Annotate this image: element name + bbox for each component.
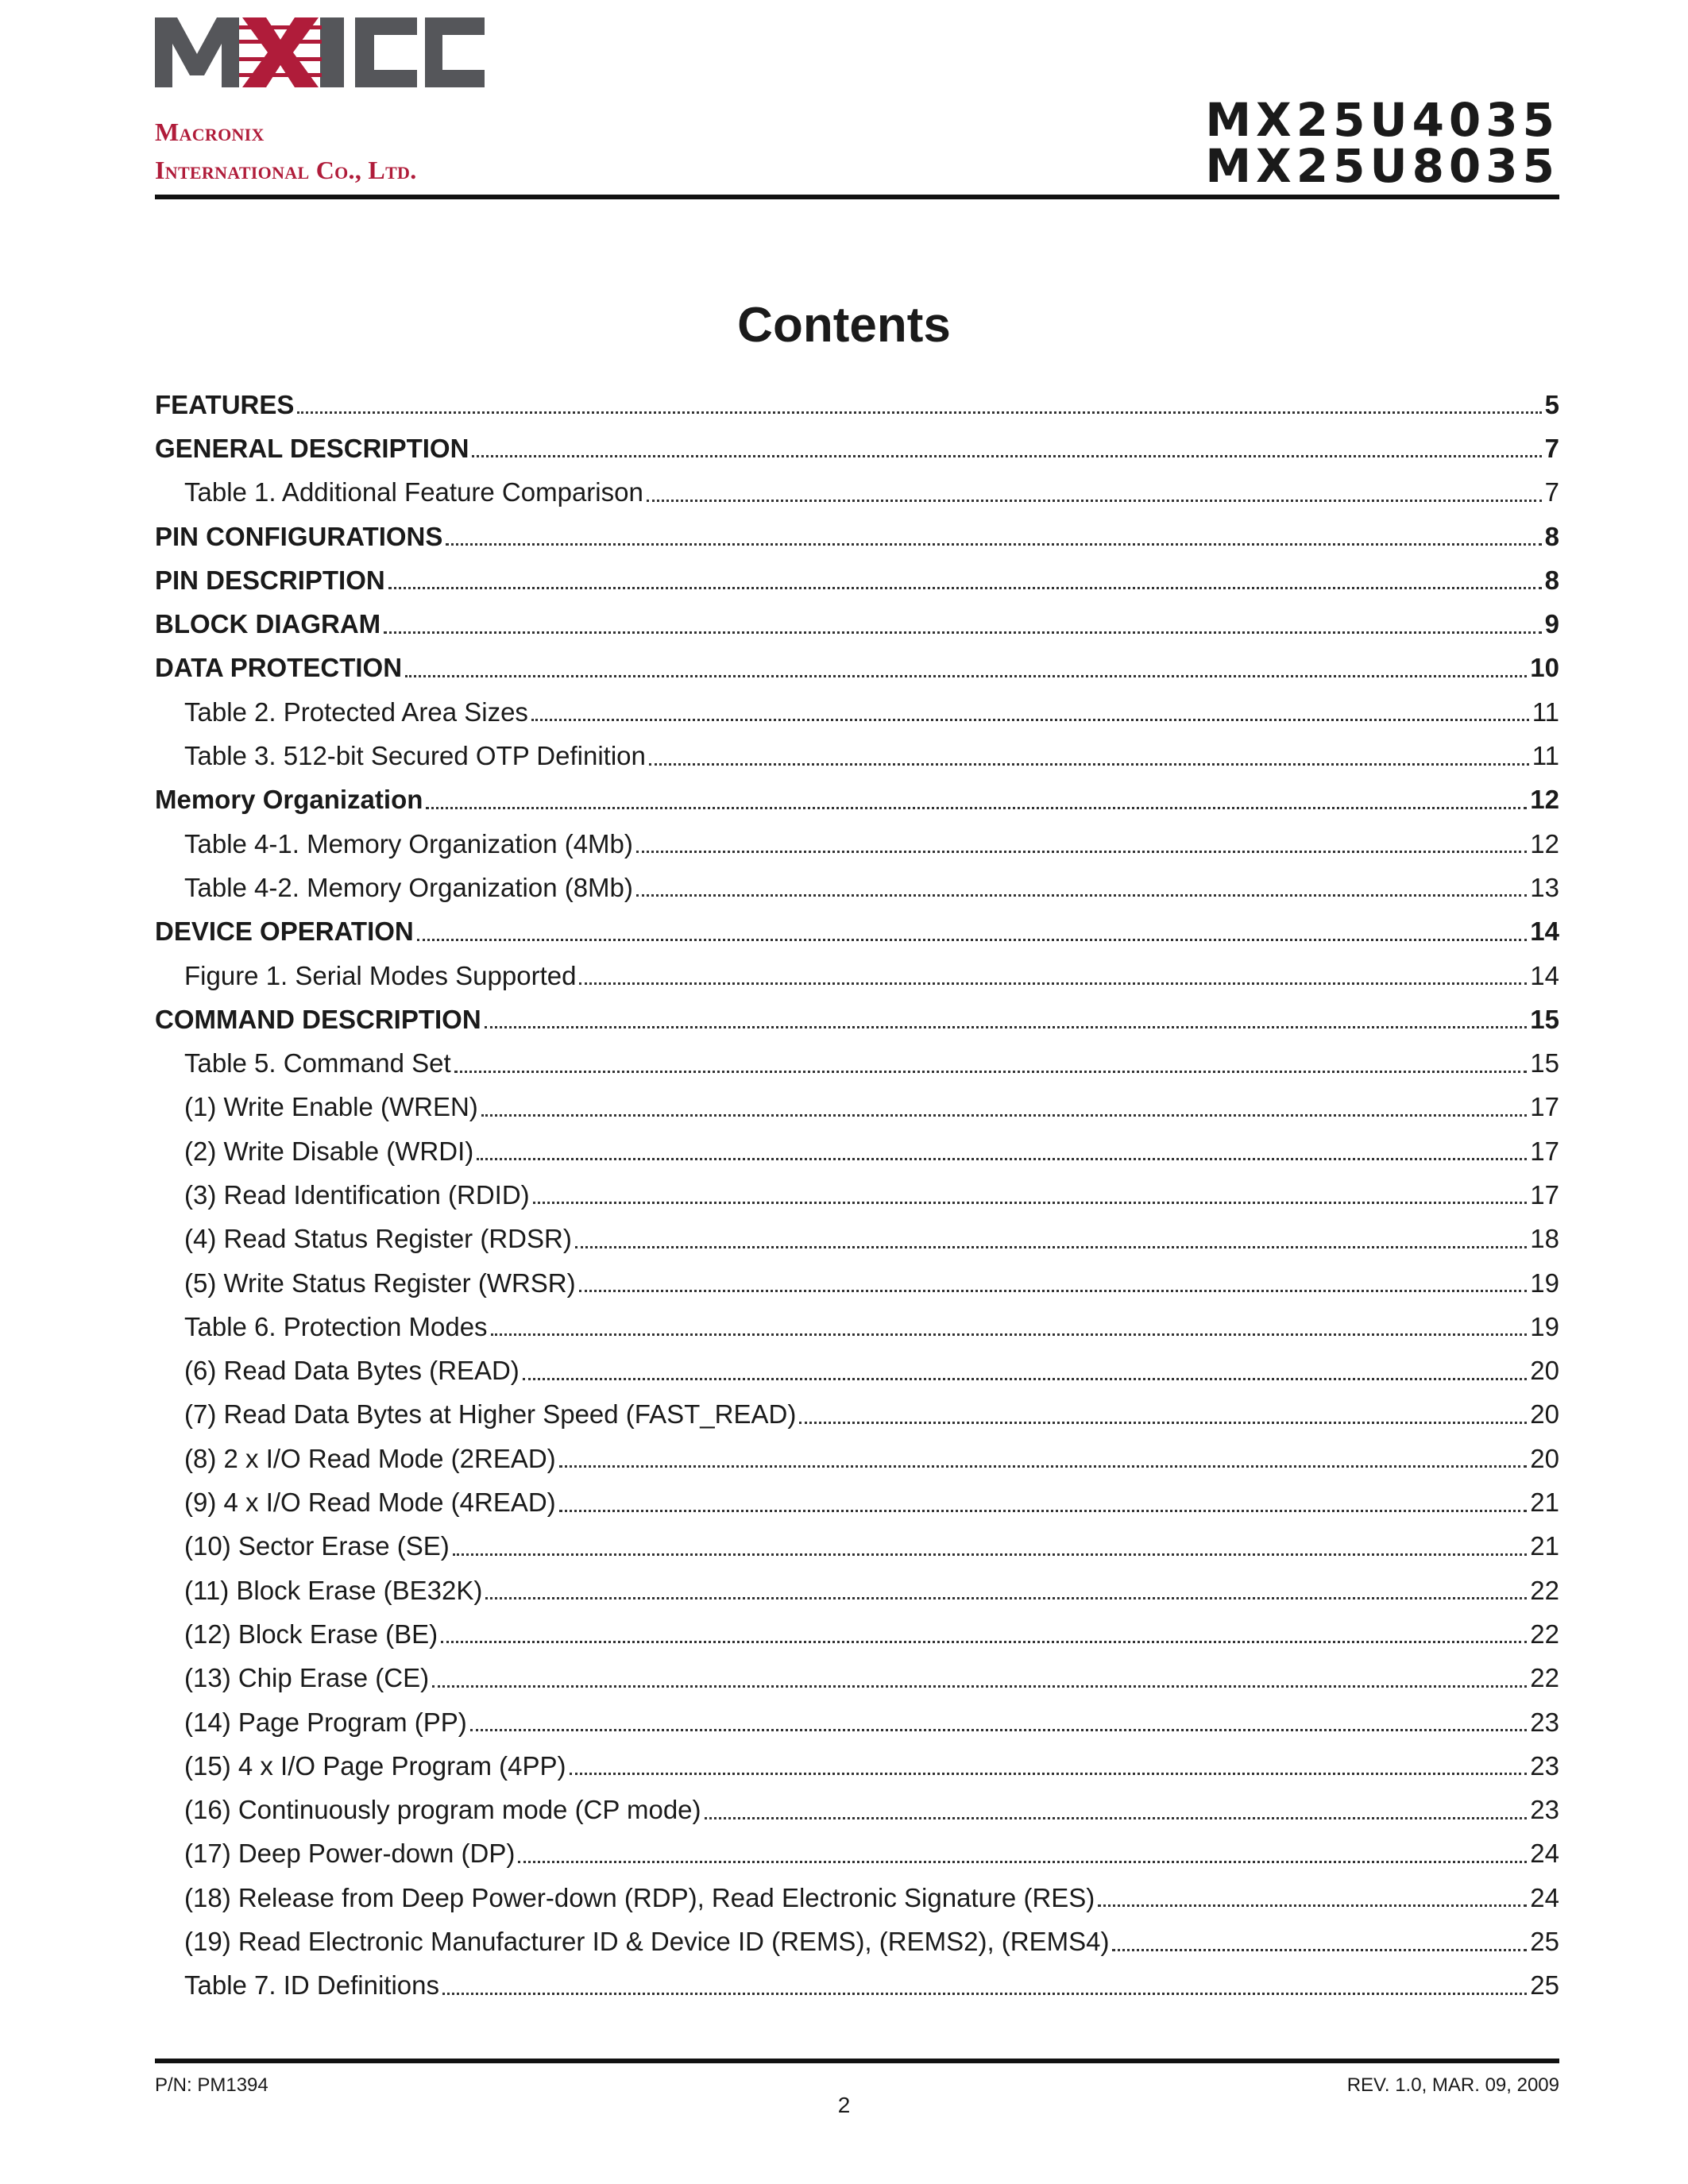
toc-entry-label: (10) Sector Erase (SE) — [184, 1531, 450, 1561]
toc-entry-page: 24 — [1530, 1882, 1559, 1912]
toc-entry-page: 15 — [1530, 1048, 1559, 1078]
toc-entry[interactable] — [155, 778, 1559, 822]
toc-entry-page: 20 — [1530, 1399, 1559, 1430]
toc-entry[interactable] — [155, 1305, 1559, 1349]
toc-dot-leader — [472, 455, 1541, 457]
toc-dot-leader — [575, 1246, 1527, 1248]
toc-dot-leader — [705, 1817, 1528, 1819]
toc-entry[interactable] — [155, 558, 1559, 602]
toc-entry-label: (9) 4 x I/O Read Mode (4READ) — [184, 1488, 556, 1518]
toc-entry-label: (14) Page Program (PP) — [184, 1707, 467, 1737]
toc-dot-leader — [1112, 1949, 1527, 1951]
toc-entry[interactable] — [155, 1437, 1559, 1480]
toc-dot-leader — [518, 1861, 1527, 1863]
toc-entry-page: 5 — [1544, 389, 1559, 419]
toc-dot-leader — [649, 763, 1529, 766]
toc-entry[interactable] — [155, 1700, 1559, 1744]
toc-dot-leader — [441, 1641, 1527, 1643]
toc-entry[interactable] — [155, 383, 1559, 426]
toc-entry-page: 24 — [1530, 1839, 1559, 1869]
toc-dot-leader — [384, 631, 1541, 634]
toc-entry-page: 25 — [1530, 1970, 1559, 2001]
footer-part-number: P/N: PM1394 — [155, 2074, 268, 2096]
toc-entry[interactable] — [155, 1612, 1559, 1656]
toc-entry-label: (7) Read Data Bytes at Higher Speed (FAST_READ) — [184, 1399, 797, 1430]
toc-entry-label: (17) Deep Power-down (DP) — [184, 1839, 516, 1869]
part-number-2: MX25U8035 — [1205, 139, 1559, 193]
toc-entry-page: 20 — [1530, 1356, 1559, 1386]
toc-entry-page: 25 — [1530, 1927, 1559, 1957]
toc-dot-leader — [636, 851, 1527, 853]
toc-entry-label: (18) Release from Deep Power-down (RDP), Read Electronic Signature (RES) — [184, 1882, 1095, 1912]
toc-entry[interactable] — [155, 1261, 1559, 1305]
toc-entry-page: 21 — [1530, 1531, 1559, 1561]
toc-entry-label: Table 4-1. Memory Organization (4Mb) — [184, 828, 633, 859]
toc-entry[interactable] — [155, 1744, 1559, 1788]
logo-text: MXIC — [393, 13, 396, 14]
toc-dot-leader — [559, 1510, 1528, 1512]
toc-entry-page: 11 — [1532, 696, 1559, 727]
toc-dot-leader — [477, 1158, 1527, 1160]
toc-entry[interactable] — [155, 1480, 1559, 1524]
toc-entry[interactable] — [155, 997, 1559, 1041]
toc-entry-page: 19 — [1530, 1311, 1559, 1341]
toc-entry-label: (4) Read Status Register (RDSR) — [184, 1224, 572, 1254]
toc-entry-page: 12 — [1530, 828, 1559, 859]
toc-entry-label: (11) Block Erase (BE32K) — [184, 1575, 483, 1605]
toc-entry-label: Table 2. Protected Area Sizes — [184, 696, 528, 727]
toc-dot-leader — [297, 411, 1541, 414]
toc-dot-leader — [647, 500, 1542, 502]
toc-entry-label: PIN CONFIGURATIONS — [155, 521, 443, 551]
toc-dot-leader — [481, 1114, 1527, 1117]
toc-entry[interactable] — [155, 1569, 1559, 1612]
toc-dot-leader — [485, 1597, 1527, 1599]
toc-entry[interactable] — [155, 822, 1559, 866]
toc-entry-page: 20 — [1530, 1443, 1559, 1473]
toc-entry[interactable] — [155, 1920, 1559, 1963]
toc-entry-label: (3) Read Identification (RDID) — [184, 1179, 530, 1210]
part-number-1: MX25U4035 — [1205, 93, 1559, 147]
toc-dot-leader — [453, 1553, 1528, 1556]
page-title: Contents — [737, 298, 951, 353]
toc-entry[interactable] — [155, 1832, 1559, 1876]
toc-dot-leader — [533, 1202, 1528, 1204]
toc-entry-page: 17 — [1530, 1092, 1559, 1122]
toc-entry[interactable] — [155, 690, 1559, 734]
toc-entry-page: 17 — [1530, 1136, 1559, 1166]
toc-dot-leader — [417, 939, 1528, 941]
company-name-line1: Macronix — [155, 118, 265, 146]
toc-entry-label: Table 5. Command Set — [184, 1048, 451, 1078]
toc-entry[interactable] — [155, 646, 1559, 690]
toc-entry-label: Table 6. Protection Modes — [184, 1311, 488, 1341]
toc-entry[interactable] — [155, 1217, 1559, 1261]
toc-entry-label: (5) Write Status Register (WRSR) — [184, 1268, 576, 1298]
toc-dot-leader — [636, 894, 1527, 897]
toc-entry-label: BLOCK DIAGRAM — [155, 609, 381, 639]
toc-entry-label: (12) Block Erase (BE) — [184, 1619, 438, 1649]
toc-entry-label: (8) 2 x I/O Read Mode (2READ) — [184, 1443, 556, 1473]
toc-entry-page: 23 — [1530, 1750, 1559, 1781]
toc-entry[interactable] — [155, 1173, 1559, 1217]
toc-entry-page: 7 — [1544, 433, 1559, 463]
toc-entry-page: 14 — [1530, 916, 1559, 947]
toc-entry-page: 22 — [1530, 1619, 1559, 1649]
toc-dot-leader — [570, 1773, 1528, 1775]
toc-entry-page: 10 — [1530, 653, 1559, 683]
toc-entry-label: FEATURES — [155, 389, 295, 419]
toc-dot-leader — [432, 1685, 1527, 1688]
toc-entry-page: 18 — [1530, 1224, 1559, 1254]
toc-entry[interactable] — [155, 910, 1559, 954]
toc-entry[interactable] — [155, 1788, 1559, 1832]
toc-entry[interactable] — [155, 515, 1559, 558]
toc-entry[interactable] — [155, 471, 1559, 515]
toc-entry[interactable] — [155, 866, 1559, 909]
toc-dot-leader — [446, 543, 1541, 546]
toc-dot-leader — [485, 1026, 1528, 1028]
toc-entry-page: 7 — [1544, 477, 1559, 507]
toc-entry-label: (2) Write Disable (WRDI) — [184, 1136, 474, 1166]
toc-entry[interactable] — [155, 1129, 1559, 1173]
toc-dot-leader — [559, 1465, 1528, 1468]
toc-entry-label: Table 1. Additional Feature Comparison — [184, 477, 643, 507]
toc-entry-label: GENERAL DESCRIPTION — [155, 433, 469, 463]
footer-revision: REV. 1.0, MAR. 09, 2009 — [1346, 2074, 1559, 2096]
part-numbers — [1205, 93, 1559, 193]
toc-entry-label: (1) Write Enable (WREN) — [184, 1092, 478, 1122]
table-of-contents — [155, 383, 1559, 2008]
toc-dot-leader — [442, 1993, 1527, 1995]
toc-dot-leader — [454, 1071, 1528, 1073]
toc-dot-leader — [405, 675, 1527, 677]
toc-entry-label: (15) 4 x I/O Page Program (4PP) — [184, 1750, 566, 1781]
toc-entry-page: 17 — [1530, 1179, 1559, 1210]
toc-entry-label: Table 4-2. Memory Organization (8Mb) — [184, 872, 633, 902]
toc-entry-page: 8 — [1544, 565, 1559, 595]
toc-entry-page: 11 — [1532, 741, 1559, 771]
toc-entry-page: 19 — [1530, 1268, 1559, 1298]
toc-dot-leader — [388, 587, 1542, 589]
toc-entry-label: PIN DESCRIPTION — [155, 565, 385, 595]
company-name-line2: International Co., Ltd. — [155, 156, 417, 184]
toc-entry-label: DATA PROTECTION — [155, 653, 403, 683]
toc-entry-page: 13 — [1530, 872, 1559, 902]
toc-dot-leader — [579, 982, 1527, 985]
toc-entry-page: 22 — [1530, 1575, 1559, 1605]
toc-entry-label: Table 7. ID Definitions — [184, 1970, 439, 2001]
toc-dot-leader — [531, 719, 1529, 721]
toc-entry-page: 14 — [1530, 960, 1559, 990]
header-rule — [155, 195, 1559, 199]
toc-entry-page: 23 — [1530, 1707, 1559, 1737]
toc-entry[interactable] — [155, 954, 1559, 997]
toc-dot-leader — [426, 807, 1527, 809]
toc-entry[interactable] — [155, 1349, 1559, 1393]
toc-entry-label: Figure 1. Serial Modes Supported — [184, 960, 577, 990]
toc-entry[interactable] — [155, 1041, 1559, 1085]
toc-entry[interactable] — [155, 734, 1559, 778]
toc-entry[interactable] — [155, 1525, 1559, 1569]
mxic-logo — [155, 8, 485, 95]
footer-page-number: 2 — [837, 2093, 851, 2117]
toc-entry-label: (13) Chip Erase (CE) — [184, 1663, 430, 1693]
toc-entry-label: COMMAND DESCRIPTION — [155, 1004, 481, 1034]
toc-entry[interactable] — [155, 1086, 1559, 1129]
toc-entry[interactable] — [155, 602, 1559, 646]
toc-entry-page: 15 — [1530, 1004, 1559, 1034]
toc-entry-page: 23 — [1530, 1795, 1559, 1825]
toc-entry[interactable] — [155, 426, 1559, 470]
toc-entry-label: DEVICE OPERATION — [155, 916, 414, 947]
toc-dot-leader — [470, 1729, 1527, 1731]
toc-entry-label: (16) Continuously program mode (CP mode) — [184, 1795, 701, 1825]
toc-entry-page: 8 — [1544, 521, 1559, 551]
toc-entry[interactable] — [155, 1393, 1559, 1437]
toc-entry[interactable] — [155, 1964, 1559, 2008]
toc-dot-leader — [1098, 1904, 1527, 1907]
company-name — [155, 113, 417, 189]
toc-entry-label: Table 3. 512-bit Secured OTP Definition — [184, 741, 646, 771]
toc-dot-leader — [523, 1378, 1527, 1380]
toc-entry[interactable] — [155, 1657, 1559, 1700]
toc-entry-page: 9 — [1544, 609, 1559, 639]
toc-dot-leader — [491, 1333, 1528, 1336]
toc-dot-leader — [799, 1422, 1527, 1424]
toc-entry-label: (19) Read Electronic Manufacturer ID & Device ID (REMS), (REMS2), (REMS4) — [184, 1927, 1110, 1957]
footer-rule — [155, 2059, 1559, 2063]
toc-entry-page: 12 — [1530, 785, 1559, 815]
toc-entry-label: (6) Read Data Bytes (READ) — [184, 1356, 520, 1386]
toc-entry-page: 21 — [1530, 1488, 1559, 1518]
toc-entry[interactable] — [155, 1876, 1559, 1920]
toc-entry-page: 22 — [1530, 1663, 1559, 1693]
toc-entry-label: Memory Organization — [155, 785, 423, 815]
toc-dot-leader — [579, 1290, 1528, 1292]
